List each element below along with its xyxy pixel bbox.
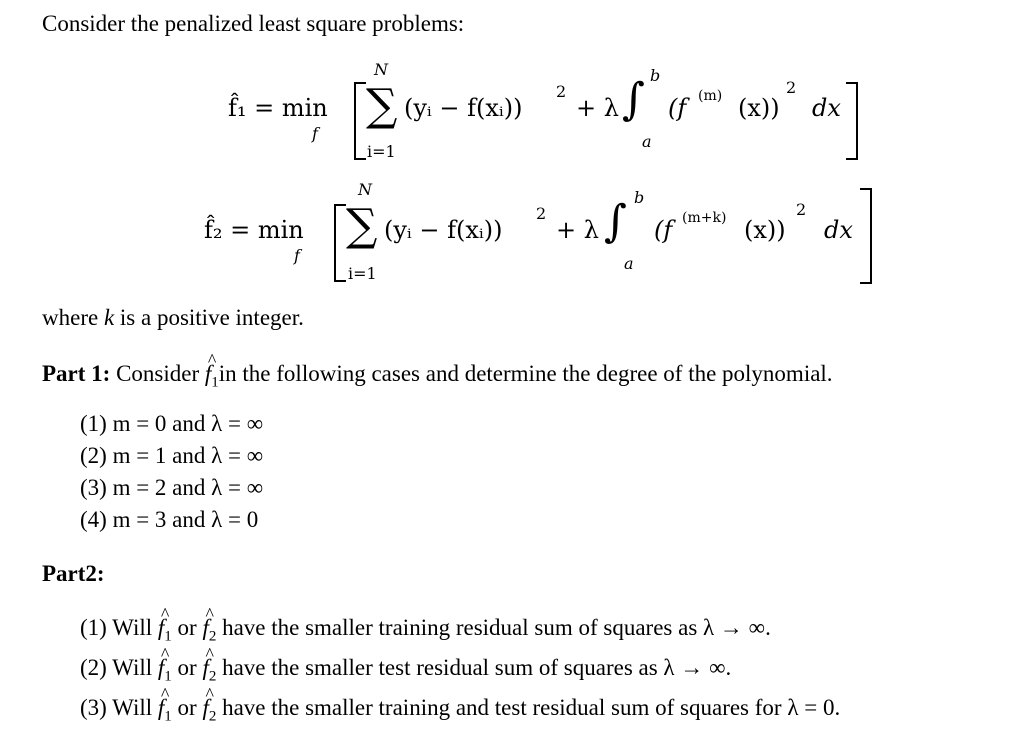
q-f1: f xyxy=(157,615,165,640)
eq2-under: f xyxy=(294,246,300,265)
equation-2 xyxy=(0,0,1024,300)
eq1-sigma: ∑ xyxy=(366,80,398,131)
question-item xyxy=(80,644,732,691)
part1-label: Part 1: xyxy=(42,361,111,386)
where-pre: where xyxy=(42,305,104,330)
eq2-int-top: b xyxy=(634,188,645,207)
case-item: (4) m = 3 and λ = 0 xyxy=(80,507,259,532)
q-f1: f xyxy=(157,655,165,680)
eq2-integral: ∫ xyxy=(604,196,627,247)
q-pre: (2) Will xyxy=(80,655,158,680)
eq2-int-bot: a xyxy=(624,254,634,273)
eq2-sum-bot: i=1 xyxy=(348,264,377,283)
eq1-plus: + λ xyxy=(576,94,619,122)
case-item: (3) m = 2 and λ = ∞ xyxy=(80,475,264,500)
q-post: have the smaller test residual sum of squares as λ → ∞. xyxy=(216,655,732,680)
q-f1-sub: 1 xyxy=(164,708,172,725)
eq2-residual: (yᵢ − f(xᵢ)) xyxy=(384,216,503,244)
question-item xyxy=(80,604,771,651)
eq2-sq: 2 xyxy=(536,204,547,223)
f1-hat: ^ $f_1$ xyxy=(157,684,172,725)
eq2-deriv: (m+k) xyxy=(682,210,727,226)
eq2-dx: dx xyxy=(824,216,853,244)
part1-post: in the following cases and determine the degree of the polynomial. xyxy=(218,361,833,386)
q-f2-sub: 2 xyxy=(208,708,217,725)
eq1-int-top: b xyxy=(650,66,661,85)
eq1-residual: (yᵢ − f(xᵢ)) xyxy=(404,94,523,122)
eq2-arg: (x)) xyxy=(744,216,786,244)
q-f2: f xyxy=(202,655,209,680)
q-f1: f xyxy=(157,695,165,720)
q-f1-sub: 1 xyxy=(164,668,172,685)
eq1-dx: dx xyxy=(812,94,841,122)
q-f2-sub: 2 xyxy=(208,628,217,645)
q-post: have the smaller training and test residual sum of squares for λ = 0. xyxy=(216,695,841,720)
eq1-sum-top: N xyxy=(374,60,388,79)
where-var: k xyxy=(103,305,115,330)
question-item xyxy=(80,684,841,731)
f1-hat: ^ $f_1$ xyxy=(157,644,172,685)
eq2-lhs: f̂₂ = min xyxy=(204,216,304,244)
part1-f-hat: ^ $f_1$ xyxy=(204,350,219,391)
eq2-left-bracket xyxy=(334,204,346,282)
f1-hat: ^ $f_1$ xyxy=(157,604,172,645)
part1-pre: Consider xyxy=(110,361,205,386)
eq2-sum-top: N xyxy=(358,180,372,199)
eq2-sigma: ∑ xyxy=(346,200,378,251)
q-post: have the smaller training residual sum of squares as λ → ∞. xyxy=(216,615,771,640)
eq1-deriv: (m) xyxy=(698,88,723,104)
eq1-sum-bot: i=1 xyxy=(367,142,396,161)
case-item: (2) m = 1 and λ = ∞ xyxy=(80,443,264,468)
q-f2: f xyxy=(202,615,209,640)
q-f2-sub: 2 xyxy=(208,668,217,685)
eq2-sq2: 2 xyxy=(796,200,807,219)
q-or: or xyxy=(171,615,203,640)
where-text xyxy=(42,304,304,332)
eq1-arg: (x)) xyxy=(738,94,780,122)
f2-hat: ^ $f_2$ xyxy=(202,644,217,685)
eq2-right-bracket xyxy=(860,188,872,284)
eq1-integral: ∫ xyxy=(622,74,645,125)
part1-f: f xyxy=(204,361,212,386)
f2-hat: ^ $f_2$ xyxy=(202,604,217,645)
eq1-under: f xyxy=(312,124,318,143)
q-f2: f xyxy=(202,695,209,720)
part1-f-sub: 1 xyxy=(211,374,219,391)
q-or: or xyxy=(171,695,203,720)
q-pre: (3) Will xyxy=(80,695,158,720)
where-post: is a positive integer. xyxy=(114,305,304,330)
q-f1-sub: 1 xyxy=(164,628,172,645)
q-or: or xyxy=(171,655,203,680)
eq1-integrand: (f xyxy=(668,94,687,122)
f2-hat: ^ $f_2$ xyxy=(202,684,217,725)
case-item: (1) m = 0 and λ = ∞ xyxy=(80,411,264,436)
intro-text: Consider the penalized least square problems: xyxy=(42,11,465,36)
part1-heading xyxy=(42,350,833,397)
part2-heading: Part2: xyxy=(42,561,105,586)
eq1-int-bot: a xyxy=(642,132,652,151)
eq2-integrand: (f xyxy=(654,216,673,244)
eq1-sq2: 2 xyxy=(786,78,797,97)
q-pre: (1) Will xyxy=(80,615,158,640)
eq1-sq: 2 xyxy=(556,82,567,101)
eq1-lhs: f̂₁ = min xyxy=(228,94,328,122)
eq2-plus: + λ xyxy=(556,216,599,244)
